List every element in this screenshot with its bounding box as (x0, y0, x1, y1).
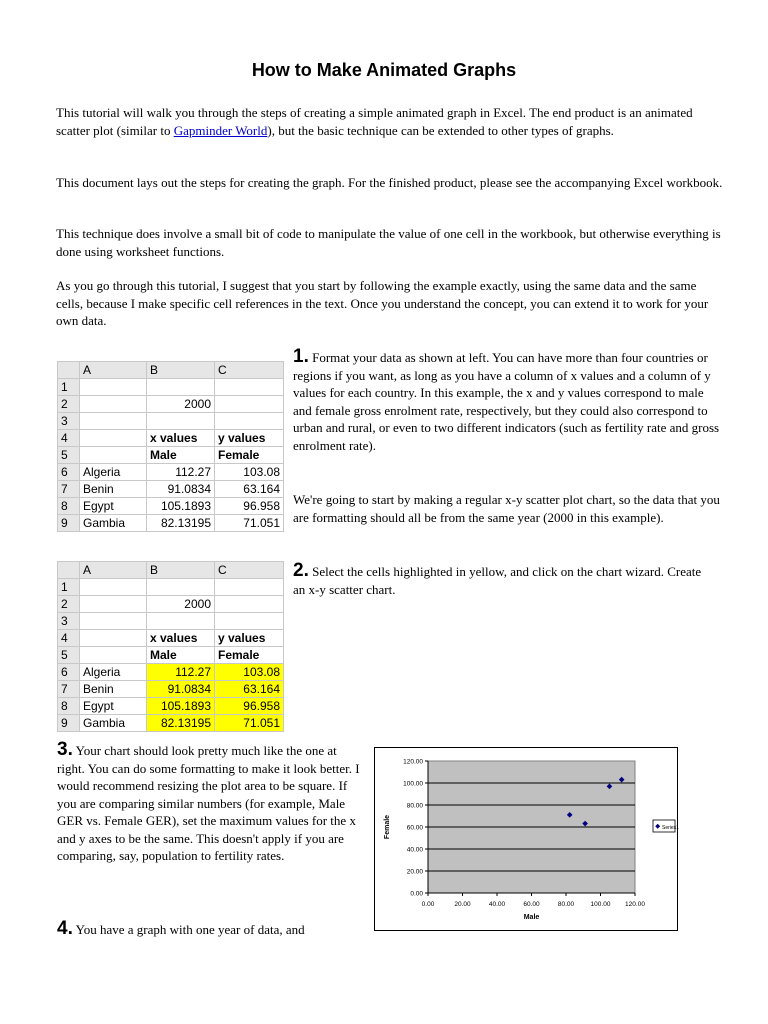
x-value-cell: 82.13195 (147, 515, 215, 532)
country-cell: Algeria (80, 664, 147, 681)
x-value-cell-highlighted: 91.0834 (147, 681, 215, 698)
intro-paragraph-3: This technique does involve a small bit of code to manipulate the value of one cell in the workbook, but otherwise everything is done using worksheet functions. (56, 226, 721, 259)
intro-paragraph-1 (56, 104, 724, 139)
step-3 (57, 741, 362, 865)
x-value-cell: 91.0834 (147, 481, 215, 498)
y-value-cell: 96.958 (215, 498, 284, 515)
year-cell: 2000 (147, 396, 215, 413)
country-cell: Egypt (80, 698, 147, 715)
male-header-cell: Male (147, 447, 215, 464)
country-cell: Algeria (80, 464, 147, 481)
intro-text: This tutorial will walk you through the steps of creating a simple animated graph in Excel. The end product is an animated scatter plot (similar to (56, 105, 693, 138)
intro-paragraph-4: As you go through this tutorial, I suggest that you start by following the example exactly, using the same data and the same cells, because I make specific cell references in the text. Once you understand the concept, you can extend it to work for your own data. (56, 278, 709, 328)
y-header-cell: y values (215, 430, 284, 447)
country-cell: Gambia (80, 715, 147, 732)
row-number: 9 (58, 515, 80, 532)
intro-paragraph-2: This document lays out the steps for creating the graph. For the finished product, please see the accompanying Excel workbook. (56, 175, 723, 190)
column-header: A (80, 362, 147, 379)
country-cell: Benin (80, 681, 147, 698)
x-tick-label: 120.00 (625, 901, 645, 908)
row-number: 5 (58, 647, 80, 664)
y-value-cell: 71.051 (215, 515, 284, 532)
x-tick-label: 60.00 (523, 901, 540, 908)
step-text: Format your data as shown at left. You can have more than four countries or regions if you want, as long as you have a column of x values and a column of y values for each country. In this example, the x and y values correspond to male and female gross enrolment rate, respectively, but they could also correspond to urban and rural, or even to two different indicators (such as fertility rate and gross enrolment rate). (293, 350, 720, 453)
y-header-cell: y values (215, 630, 284, 647)
x-header-cell: x values (147, 630, 215, 647)
step-number: 4. (57, 918, 73, 939)
y-tick-label: 0.00 (410, 890, 423, 898)
spreadsheet-highlighted (57, 561, 284, 732)
row-number: 2 (58, 396, 80, 413)
y-tick-label: 120.00 (403, 758, 423, 766)
country-cell: Benin (80, 481, 147, 498)
x-tick-label: 40.00 (488, 901, 506, 908)
row-number: 2 (58, 596, 80, 613)
year-cell: 2000 (147, 596, 215, 613)
row-number: 4 (58, 630, 80, 647)
female-header-cell: Female (215, 647, 284, 664)
y-value-cell: 63.164 (215, 481, 284, 498)
step-text: You have a graph with one year of data, and (72, 922, 305, 937)
y-value-cell-highlighted: 103.08 (215, 664, 284, 681)
column-header: A (80, 562, 147, 579)
row-number: 1 (58, 379, 80, 396)
step-text: Your chart should look pretty much like the one at right. You can do some formatting to make it look better. I would recommend resizing the plot area to be square. If you are comparing similar numbers (for example, Male GER vs. Female GER), set the maximum values for the x and y axes to be the same. This doesn't apply if you are comparing, say, population to fertility rates. (57, 743, 360, 863)
row-number: 3 (58, 613, 80, 630)
y-value-cell: 103.08 (215, 464, 284, 481)
country-cell: Gambia (80, 515, 147, 532)
y-tick-label: 80.00 (406, 802, 423, 810)
y-axis-label: Female (384, 814, 391, 840)
country-cell: Egypt (80, 498, 147, 515)
x-tick-label: 100.00 (590, 901, 611, 908)
y-tick-label: 60.00 (406, 824, 423, 832)
y-value-cell-highlighted: 71.051 (215, 715, 284, 732)
step-number: 1. (293, 346, 309, 367)
x-value-cell: 105.1893 (147, 498, 215, 515)
x-tick-label: 80.00 (557, 901, 575, 908)
page-title: How to Make Animated Graphs (251, 60, 517, 80)
intro-text: ), but the basic technique can be extended to other types of graphs. (267, 122, 614, 138)
y-value-cell-highlighted: 96.958 (215, 698, 284, 715)
row-number: 8 (58, 498, 80, 515)
x-tick-label: 0.00 (421, 901, 435, 908)
row-number: 7 (58, 481, 80, 498)
step-2 (293, 562, 713, 598)
column-header: B (147, 362, 215, 379)
row-number: 6 (58, 664, 80, 681)
column-header: C (215, 362, 284, 379)
scatter-chart-svg (375, 748, 677, 930)
step-number: 2. (293, 560, 309, 581)
legend-label: Series1 (662, 825, 679, 831)
step-text: Select the cells highlighted in yellow, and click on the chart wizard. Create an x-y scatter chart. (293, 564, 702, 597)
y-tick-label: 20.00 (406, 868, 423, 876)
x-value-cell-highlighted: 105.1893 (147, 698, 215, 715)
step-1-note: We're going to start by making a regular x-y scatter plot chart, so the data that you are formatting should all be from the same year (2000 in this example). (293, 492, 720, 525)
male-header-cell: Male (147, 647, 215, 664)
step-1 (293, 348, 725, 454)
scatter-chart (374, 747, 678, 931)
row-number: 7 (58, 681, 80, 698)
step-4 (57, 920, 362, 939)
column-header: C (215, 562, 284, 579)
column-header: B (147, 562, 215, 579)
row-number: 1 (58, 579, 80, 596)
x-value-cell-highlighted: 82.13195 (147, 715, 215, 732)
spreadsheet-plain (57, 361, 284, 532)
row-number: 9 (58, 715, 80, 732)
x-tick-label: 20.00 (454, 901, 471, 908)
x-value-cell: 112.27 (147, 464, 215, 481)
x-header-cell: x values (147, 430, 215, 447)
step-number: 3. (57, 739, 73, 760)
gapminder-link[interactable]: Gapminder World (173, 122, 268, 138)
row-number: 3 (58, 413, 80, 430)
row-number: 6 (58, 464, 80, 481)
y-tick-label: 40.00 (406, 846, 423, 854)
row-number: 5 (58, 447, 80, 464)
female-header-cell: Female (215, 447, 284, 464)
x-value-cell-highlighted: 112.27 (147, 664, 215, 681)
row-number: 8 (58, 698, 80, 715)
x-axis-label: Male (523, 914, 540, 921)
y-tick-label: 100.00 (403, 780, 423, 788)
y-value-cell-highlighted: 63.164 (215, 681, 284, 698)
row-number: 4 (58, 430, 80, 447)
